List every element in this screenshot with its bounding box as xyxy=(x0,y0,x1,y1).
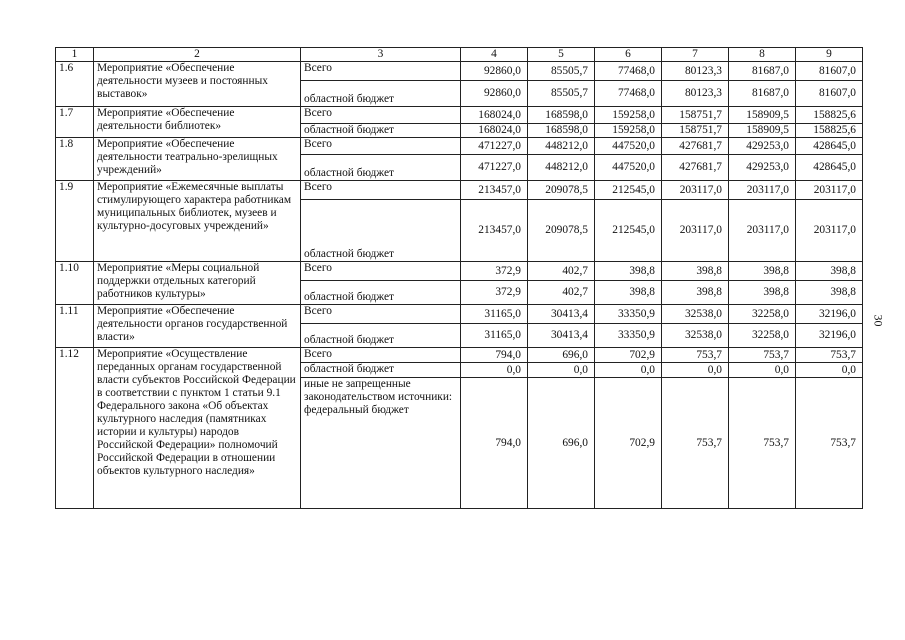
amount-cell: 753,7 xyxy=(662,378,729,509)
row-code: 1.10 xyxy=(56,262,94,305)
amount-cell: 32258,0 xyxy=(729,324,796,348)
funding-source: иные не запрещенные законодательством источники: федеральный бюджет xyxy=(301,378,461,509)
amount-cell: 32196,0 xyxy=(796,324,863,348)
amount-cell: 428645,0 xyxy=(796,138,863,155)
table-row xyxy=(56,262,863,281)
column-header: 4 xyxy=(461,48,528,62)
amount-cell: 0,0 xyxy=(729,363,796,378)
funding-source: областной бюджет xyxy=(301,200,461,262)
amount-cell: 85505,7 xyxy=(528,81,595,107)
event-name: Мероприятие «Обеспечение деятельности библиотек» xyxy=(94,107,301,138)
amount-cell: 85505,7 xyxy=(528,62,595,81)
row-code: 1.12 xyxy=(56,348,94,509)
funding-source: областной бюджет xyxy=(301,81,461,107)
amount-cell: 168598,0 xyxy=(528,124,595,138)
amount-cell: 398,8 xyxy=(729,262,796,281)
amount-cell: 203117,0 xyxy=(662,200,729,262)
funding-source: Всего xyxy=(301,305,461,324)
amount-cell: 80123,3 xyxy=(662,62,729,81)
amount-cell: 203117,0 xyxy=(796,181,863,200)
amount-cell: 32538,0 xyxy=(662,305,729,324)
amount-cell: 158751,7 xyxy=(662,107,729,124)
amount-cell: 32258,0 xyxy=(729,305,796,324)
amount-cell: 428645,0 xyxy=(796,155,863,181)
amount-cell: 702,9 xyxy=(595,378,662,509)
column-header: 7 xyxy=(662,48,729,62)
amount-cell: 429253,0 xyxy=(729,138,796,155)
amount-cell: 753,7 xyxy=(729,378,796,509)
amount-cell: 213457,0 xyxy=(461,200,528,262)
amount-cell: 168598,0 xyxy=(528,107,595,124)
amount-cell: 33350,9 xyxy=(595,305,662,324)
amount-cell: 702,9 xyxy=(595,348,662,363)
event-name: Мероприятие «Ежемесячные выплаты стимулирующего характера работникам муниципальных библиотек, музеев и культурно-досуговых учреждений» xyxy=(94,181,301,262)
amount-cell: 0,0 xyxy=(595,363,662,378)
table-row xyxy=(56,305,863,324)
amount-cell: 213457,0 xyxy=(461,181,528,200)
column-header: 1 xyxy=(56,48,94,62)
row-code: 1.6 xyxy=(56,62,94,107)
funding-source: Всего xyxy=(301,107,461,124)
amount-cell: 209078,5 xyxy=(528,200,595,262)
amount-cell: 696,0 xyxy=(528,348,595,363)
funding-source: Всего xyxy=(301,262,461,281)
budget-table xyxy=(55,47,863,509)
amount-cell: 77468,0 xyxy=(595,81,662,107)
amount-cell: 168024,0 xyxy=(461,124,528,138)
amount-cell: 696,0 xyxy=(528,378,595,509)
amount-cell: 209078,5 xyxy=(528,181,595,200)
funding-source: Всего xyxy=(301,62,461,81)
amount-cell: 398,8 xyxy=(796,262,863,281)
table-body xyxy=(56,48,863,509)
amount-cell: 80123,3 xyxy=(662,81,729,107)
column-number-row xyxy=(56,48,863,62)
amount-cell: 30413,4 xyxy=(528,305,595,324)
amount-cell: 77468,0 xyxy=(595,62,662,81)
amount-cell: 427681,7 xyxy=(662,138,729,155)
amount-cell: 402,7 xyxy=(528,262,595,281)
funding-source: областной бюджет xyxy=(301,155,461,181)
amount-cell: 398,8 xyxy=(662,262,729,281)
amount-cell: 31165,0 xyxy=(461,324,528,348)
funding-source: Всего xyxy=(301,181,461,200)
amount-cell: 158751,7 xyxy=(662,124,729,138)
amount-cell: 448212,0 xyxy=(528,155,595,181)
table-row xyxy=(56,181,863,200)
table-row xyxy=(56,62,863,81)
row-code: 1.8 xyxy=(56,138,94,181)
amount-cell: 81687,0 xyxy=(729,62,796,81)
amount-cell: 471227,0 xyxy=(461,155,528,181)
event-name: Мероприятие «Осуществление переданных органам государственной власти субъектов Российской Федерации в соответствии с пунктом 1 статьи 9.1 Федерального закона «Об объектах культурного наследия (памятниках истории и культуры) народов Российской Федерации» полномочий Российской Федерации в отношении объектов культурного наследия» xyxy=(94,348,301,509)
amount-cell: 753,7 xyxy=(796,378,863,509)
amount-cell: 159258,0 xyxy=(595,107,662,124)
amount-cell: 794,0 xyxy=(461,378,528,509)
amount-cell: 0,0 xyxy=(528,363,595,378)
amount-cell: 203117,0 xyxy=(729,181,796,200)
amount-cell: 427681,7 xyxy=(662,155,729,181)
event-name: Мероприятие «Обеспечение деятельности органов государственной власти» xyxy=(94,305,301,348)
amount-cell: 158909,5 xyxy=(729,107,796,124)
row-code: 1.9 xyxy=(56,181,94,262)
amount-cell: 372,9 xyxy=(461,281,528,305)
row-code: 1.7 xyxy=(56,107,94,138)
funding-source: областной бюджет xyxy=(301,124,461,138)
amount-cell: 158909,5 xyxy=(729,124,796,138)
amount-cell: 212545,0 xyxy=(595,200,662,262)
amount-cell: 32538,0 xyxy=(662,324,729,348)
amount-cell: 81687,0 xyxy=(729,81,796,107)
amount-cell: 92860,0 xyxy=(461,81,528,107)
amount-cell: 168024,0 xyxy=(461,107,528,124)
page-number: 30 xyxy=(871,314,886,327)
amount-cell: 398,8 xyxy=(729,281,796,305)
column-header: 8 xyxy=(729,48,796,62)
amount-cell: 31165,0 xyxy=(461,305,528,324)
amount-cell: 159258,0 xyxy=(595,124,662,138)
event-name: Мероприятие «Меры социальной поддержки отдельных категорий работников культуры» xyxy=(94,262,301,305)
column-header: 5 xyxy=(528,48,595,62)
funding-source: Всего xyxy=(301,138,461,155)
amount-cell: 203117,0 xyxy=(796,200,863,262)
amount-cell: 32196,0 xyxy=(796,305,863,324)
funding-source: Всего xyxy=(301,348,461,363)
amount-cell: 753,7 xyxy=(662,348,729,363)
event-name: Мероприятие «Обеспечение деятельности театрально-зрелищных учреждений» xyxy=(94,138,301,181)
amount-cell: 0,0 xyxy=(796,363,863,378)
amount-cell: 402,7 xyxy=(528,281,595,305)
amount-cell: 203117,0 xyxy=(729,200,796,262)
funding-source: областной бюджет xyxy=(301,324,461,348)
amount-cell: 33350,9 xyxy=(595,324,662,348)
table-row xyxy=(56,107,863,124)
amount-cell: 398,8 xyxy=(595,281,662,305)
amount-cell: 203117,0 xyxy=(662,181,729,200)
column-header: 3 xyxy=(301,48,461,62)
amount-cell: 398,8 xyxy=(796,281,863,305)
amount-cell: 753,7 xyxy=(796,348,863,363)
amount-cell: 794,0 xyxy=(461,348,528,363)
amount-cell: 0,0 xyxy=(461,363,528,378)
table-row xyxy=(56,138,863,155)
amount-cell: 30413,4 xyxy=(528,324,595,348)
column-header: 9 xyxy=(796,48,863,62)
amount-cell: 81607,0 xyxy=(796,62,863,81)
row-code: 1.11 xyxy=(56,305,94,348)
column-header: 2 xyxy=(94,48,301,62)
amount-cell: 448212,0 xyxy=(528,138,595,155)
amount-cell: 429253,0 xyxy=(729,155,796,181)
event-name: Мероприятие «Обеспечение деятельности музеев и постоянных выставок» xyxy=(94,62,301,107)
amount-cell: 398,8 xyxy=(595,262,662,281)
amount-cell: 372,9 xyxy=(461,262,528,281)
amount-cell: 447520,0 xyxy=(595,155,662,181)
table-row xyxy=(56,348,863,363)
column-header: 6 xyxy=(595,48,662,62)
funding-source: областной бюджет xyxy=(301,363,461,378)
amount-cell: 447520,0 xyxy=(595,138,662,155)
amount-cell: 398,8 xyxy=(662,281,729,305)
amount-cell: 81607,0 xyxy=(796,81,863,107)
amount-cell: 471227,0 xyxy=(461,138,528,155)
amount-cell: 92860,0 xyxy=(461,62,528,81)
amount-cell: 753,7 xyxy=(729,348,796,363)
amount-cell: 212545,0 xyxy=(595,181,662,200)
funding-source: областной бюджет xyxy=(301,281,461,305)
amount-cell: 158825,6 xyxy=(796,107,863,124)
amount-cell: 0,0 xyxy=(662,363,729,378)
amount-cell: 158825,6 xyxy=(796,124,863,138)
